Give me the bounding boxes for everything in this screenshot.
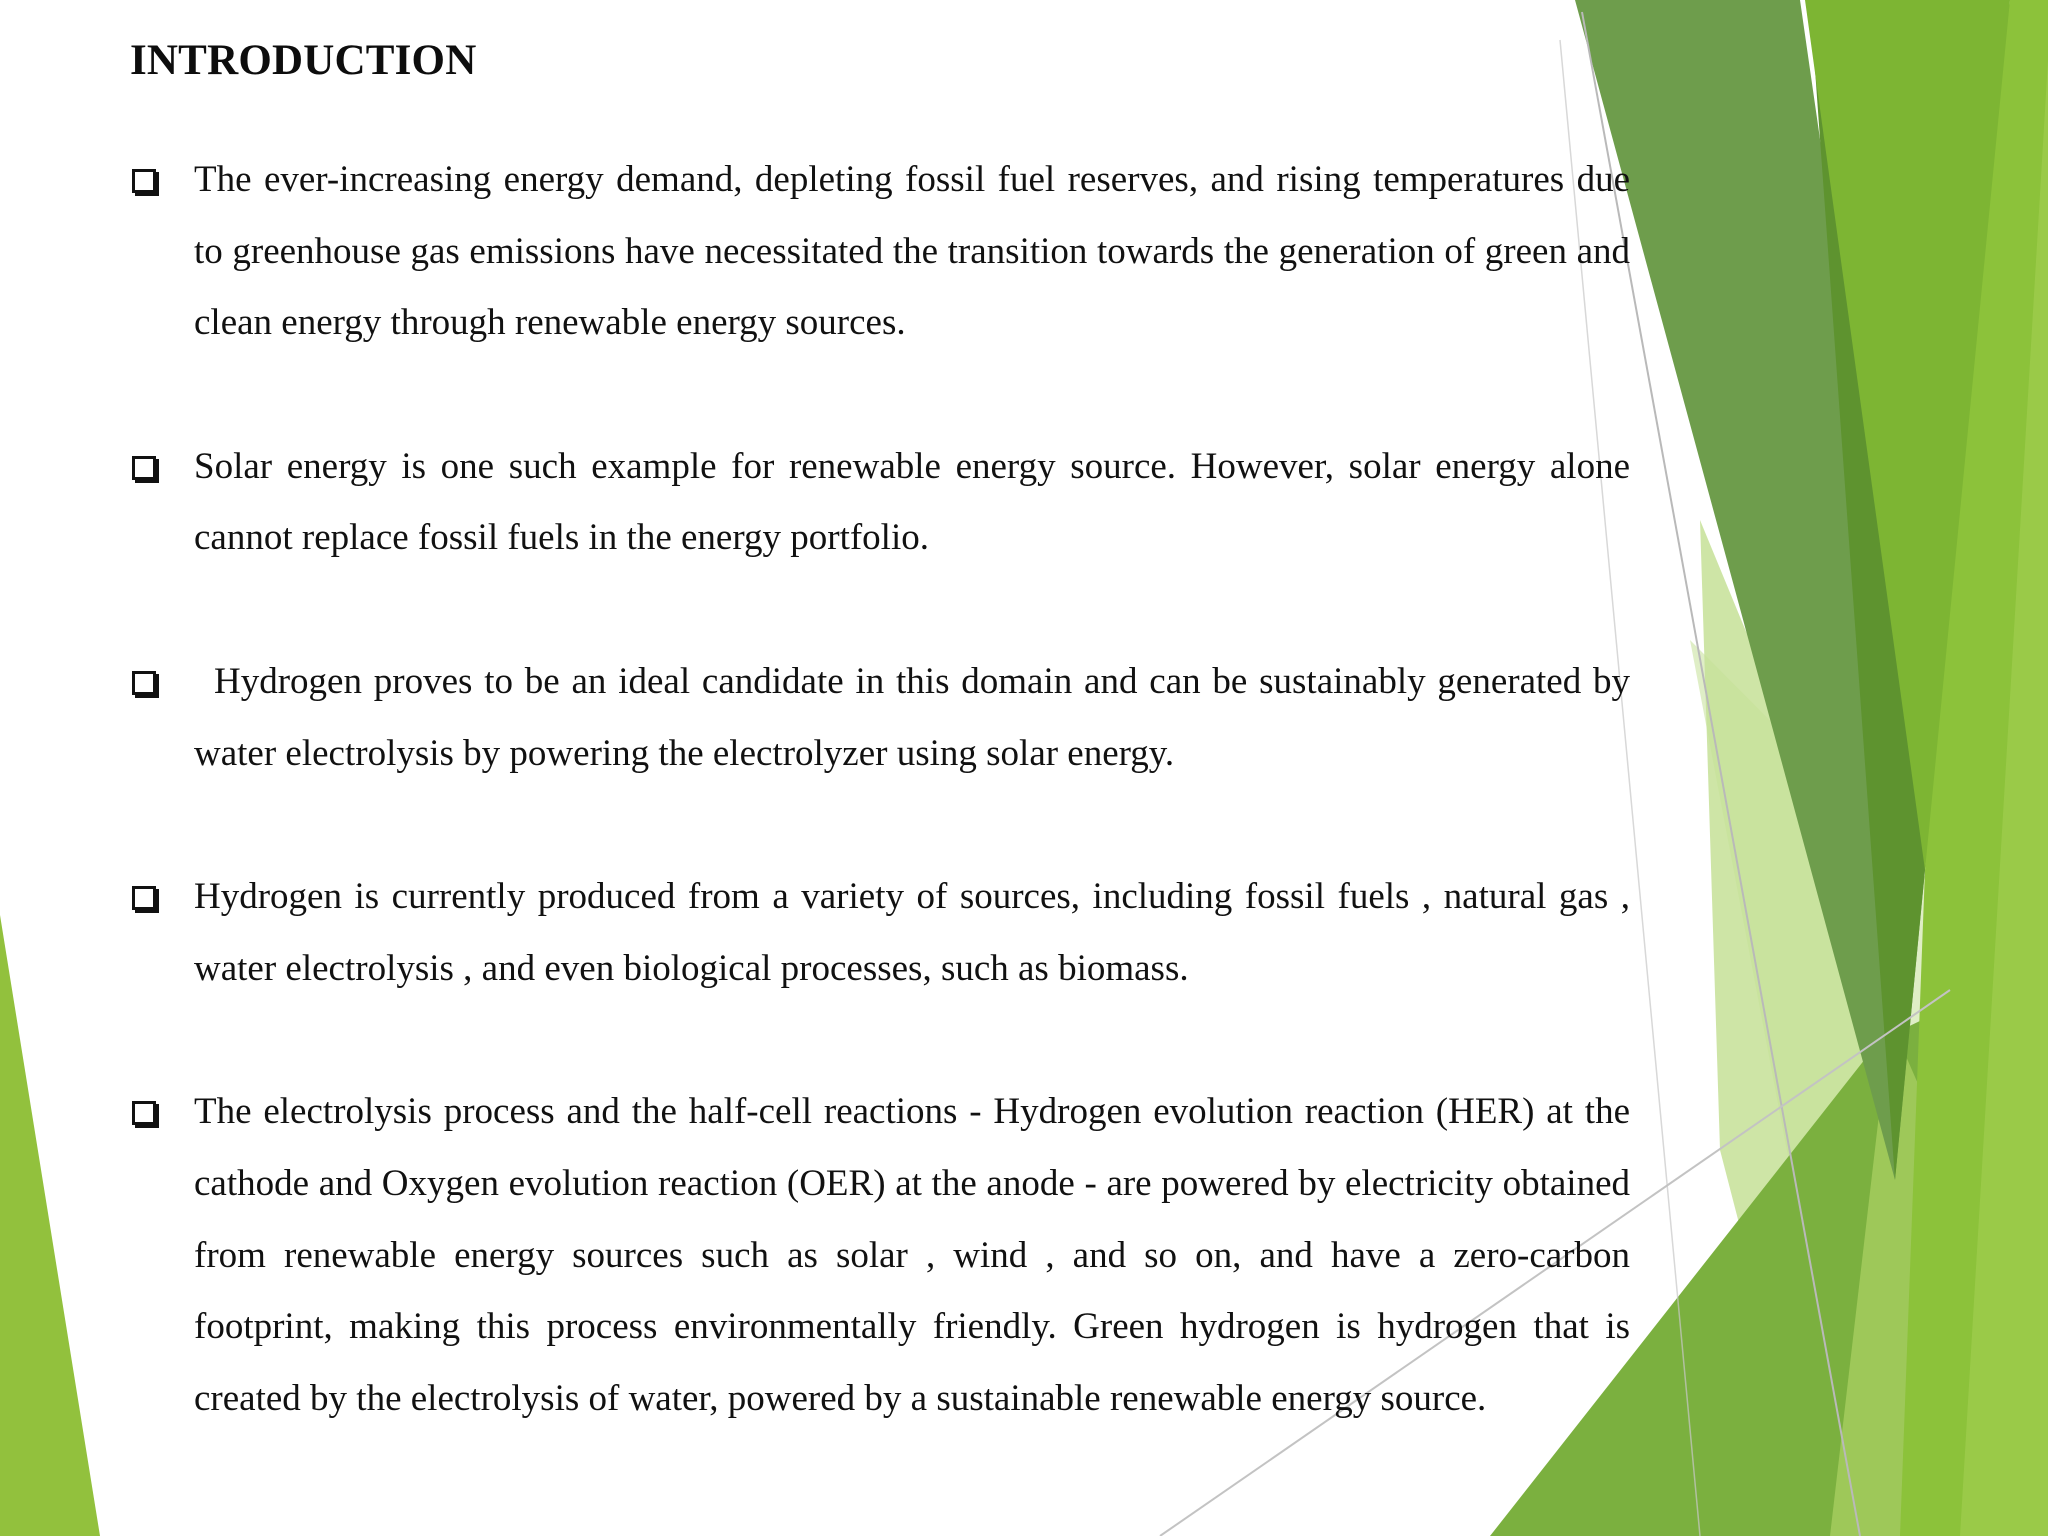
checkbox-square-icon <box>132 456 156 480</box>
left-green-sliver <box>0 915 100 1536</box>
checkbox-square-icon <box>132 169 156 193</box>
bullet-text: Hydrogen is currently produced from a variety of sources, including fossil fuels , natural gas , water electrolysis , and even biological processes, such as biomass. <box>194 876 1630 989</box>
bullet-item <box>130 646 1630 789</box>
slide-title: INTRODUCTION <box>130 37 477 84</box>
bullet-text: The electrolysis process and the half-cell reactions - Hydrogen evolution reaction (HER) at the cathode and Oxygen evolution reaction (OER) at the anode - are powered by electricity obtained from renewable energy sources such as solar , wind , and so on, and have a zero-carbon footprint, making this process environmentally friendly. Green hydrogen is hydrogen that is created by the electrolysis of water, powered by a sustainable renewable energy source. <box>194 1091 1630 1419</box>
bullet-text: Hydrogen proves to be an ideal candidate in this domain and can be sustainably generated by water electrolysis by powering the electrolyzer using solar energy. <box>194 660 1630 774</box>
checkbox-square-icon <box>132 671 156 695</box>
bullet-list <box>130 144 1630 1434</box>
bullet-item <box>130 144 1630 359</box>
checkbox-square-icon <box>132 1101 156 1125</box>
bullet-text: The ever-increasing energy demand, depleting fossil fuel reserves, and rising temperatures due to greenhouse gas emissions have necessitated the transition towards the generation of green and clean energy through renewable energy sources. <box>194 159 1630 344</box>
checkbox-square-icon <box>132 886 156 910</box>
bullet-item <box>130 431 1630 574</box>
bullet-item <box>130 861 1630 1004</box>
bullet-text: Solar energy is one such example for renewable energy source. However, solar energy alone cannot replace fossil fuels in the energy portfolio. <box>194 445 1630 559</box>
bullet-item <box>130 1076 1630 1434</box>
